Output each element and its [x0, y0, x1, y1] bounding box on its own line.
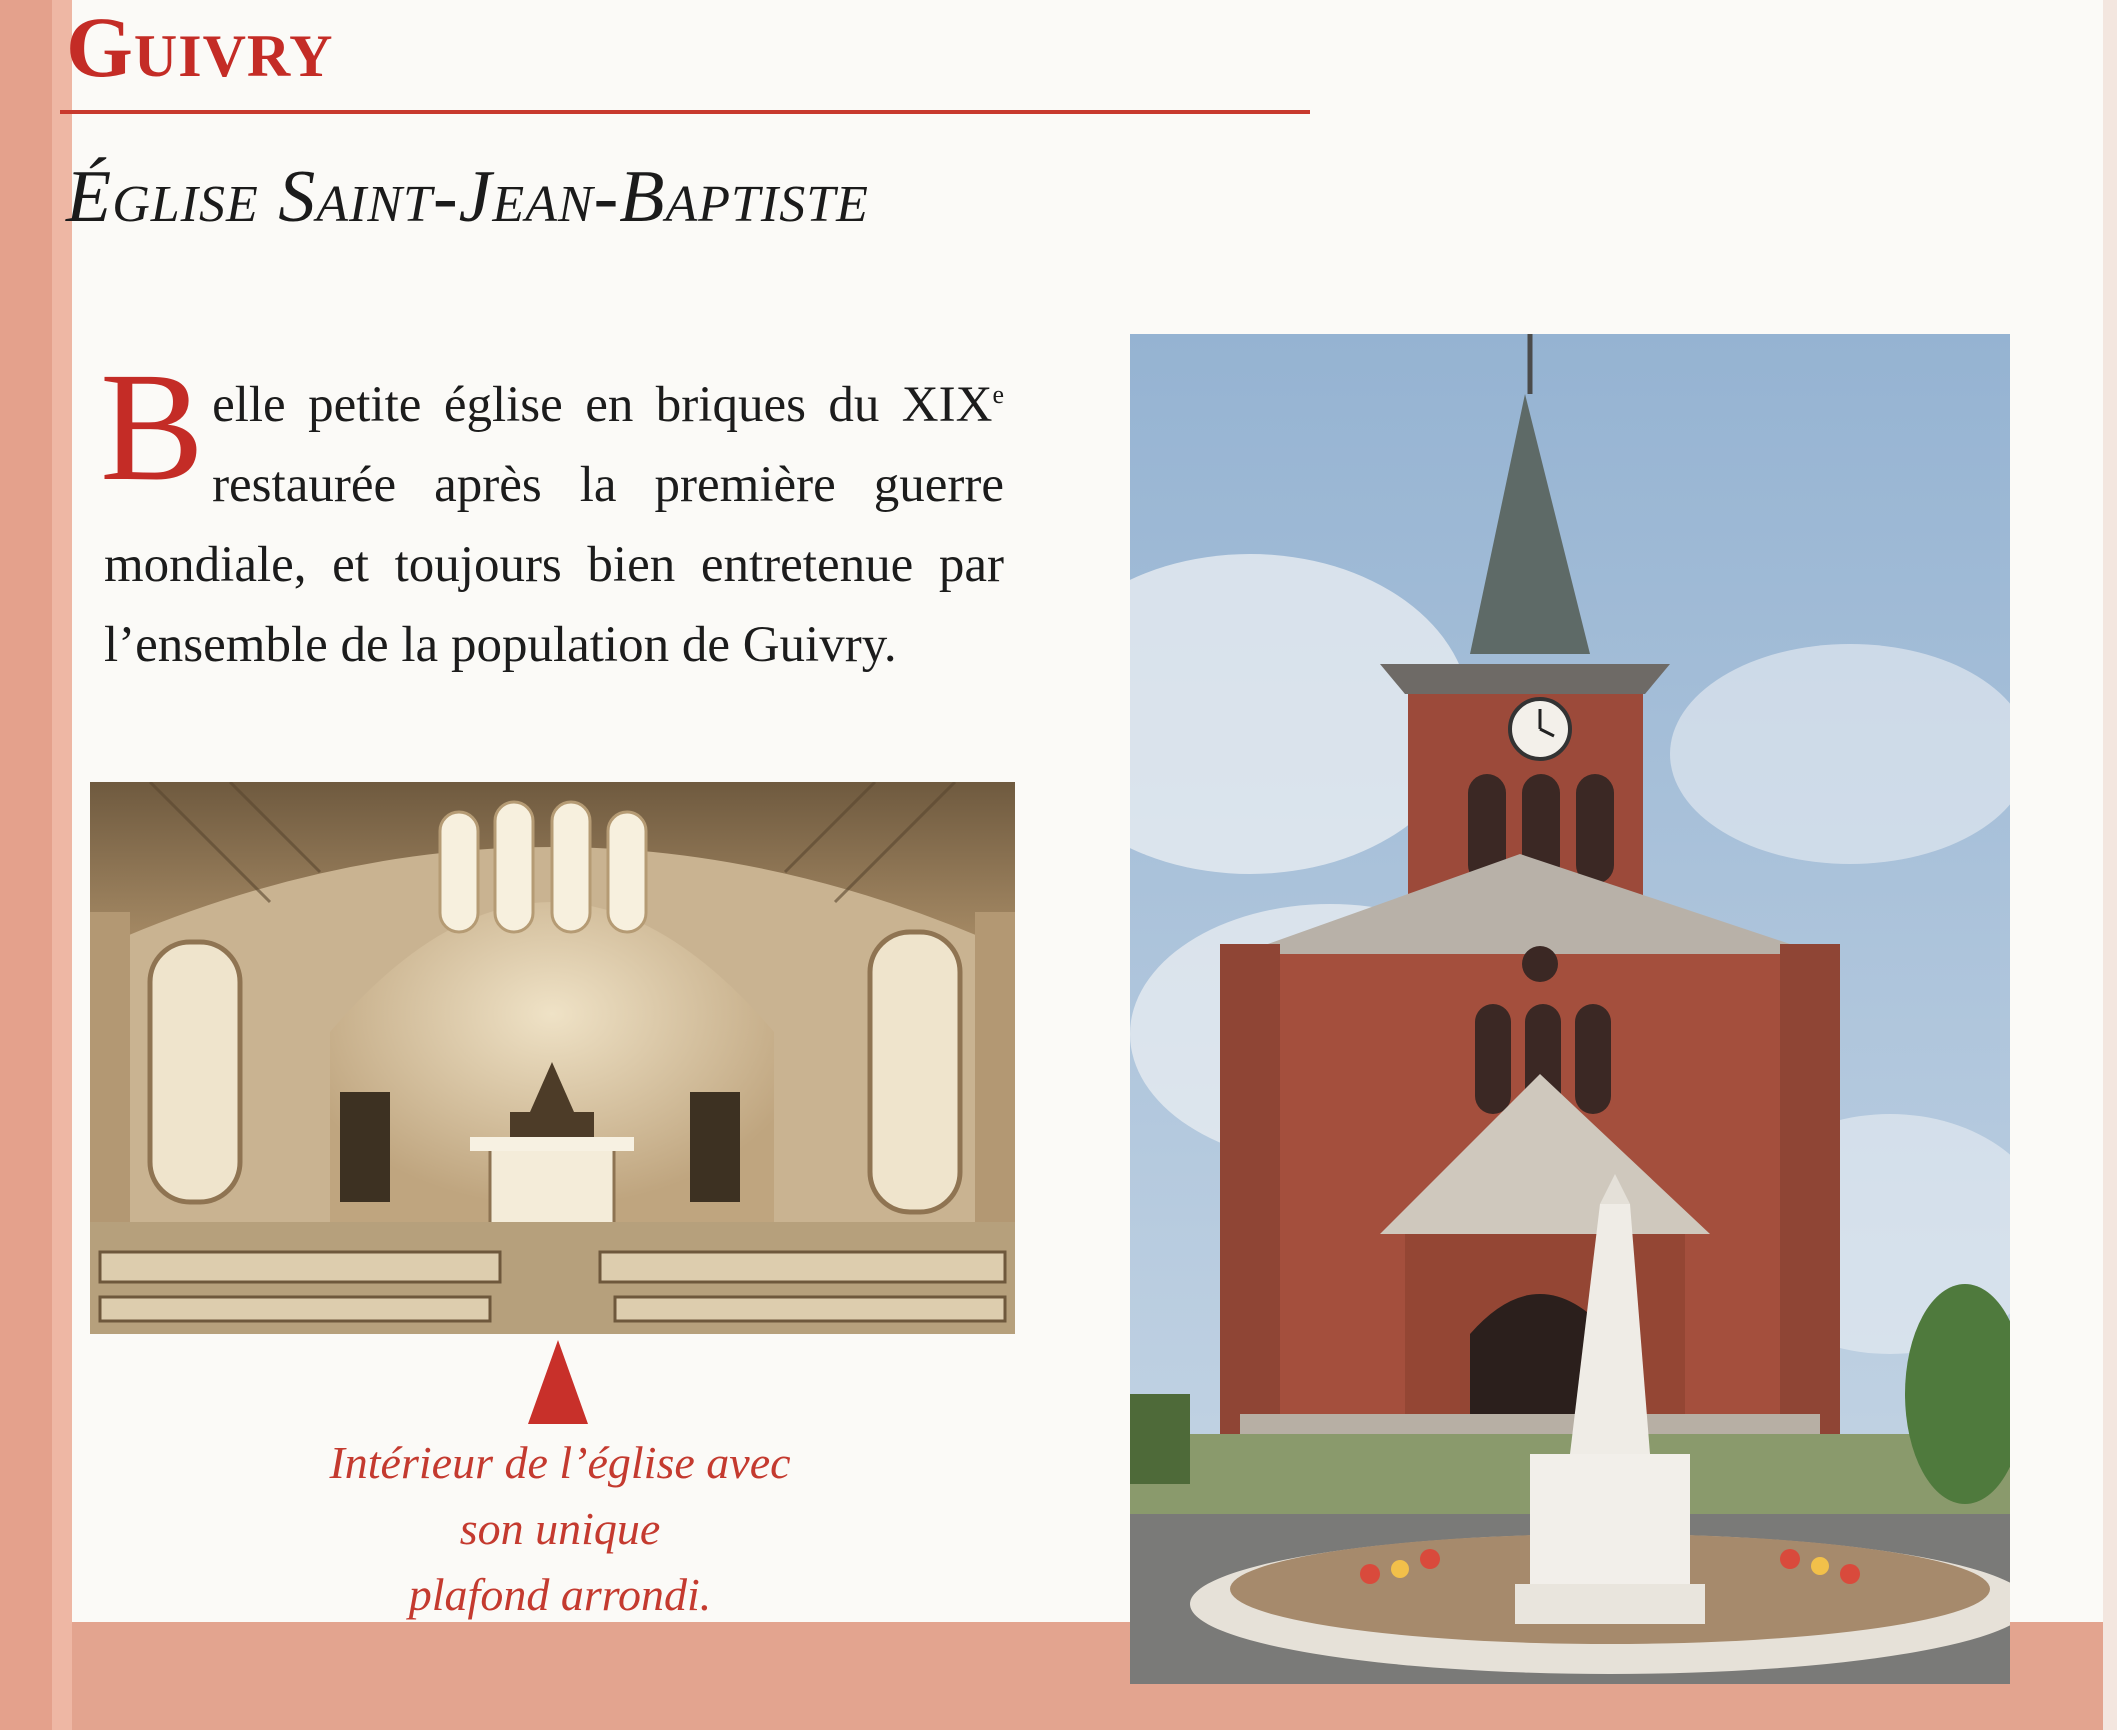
- right-page-edge: [2103, 0, 2117, 1730]
- triangle-up-icon: [528, 1340, 588, 1424]
- caption-line: plafond arrondi.: [408, 1569, 712, 1620]
- article-text-end: restaurée après la première guerre mondiale, et toujours bien entretenue par l’ensemble de la population de Guivry.: [104, 457, 1004, 673]
- article-text-start: elle petite église en briques du XIX: [212, 377, 993, 433]
- page-title: Guivry: [66, 0, 334, 95]
- drop-cap: B: [100, 340, 205, 513]
- article-paragraph: [100, 340, 1004, 685]
- left-decorative-band-light: [52, 0, 72, 1730]
- caption-line: Intérieur de l’église avec: [329, 1437, 791, 1488]
- page-subtitle: Église Saint-Jean-Baptiste: [66, 156, 869, 238]
- century-superscript: e: [992, 380, 1004, 409]
- title-divider: [60, 110, 1310, 114]
- church-exterior-photo: [1130, 334, 2010, 1684]
- caption-line: son unique: [459, 1503, 661, 1554]
- church-interior-photo: [90, 782, 1015, 1334]
- photo-caption: [250, 1430, 870, 1628]
